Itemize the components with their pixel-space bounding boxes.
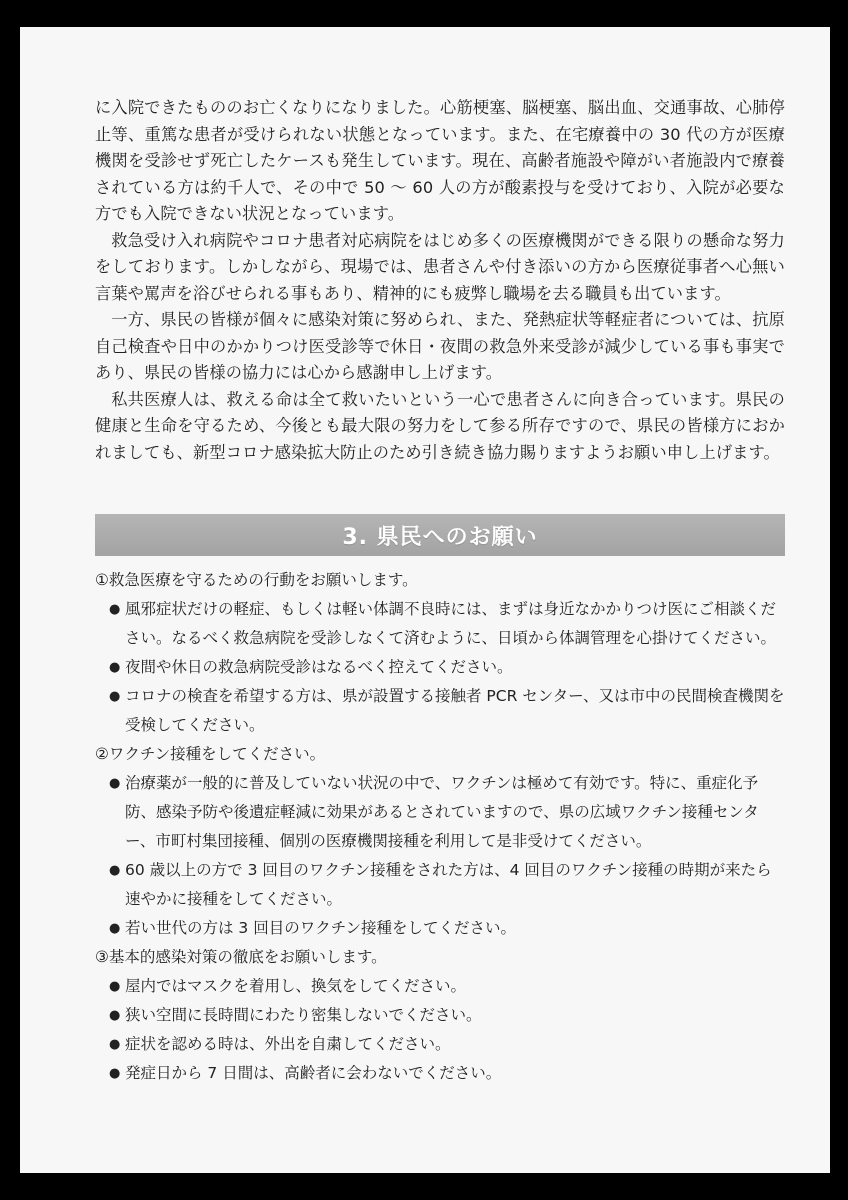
bullet-icon: ● — [109, 602, 121, 617]
paragraph: 私共医療人は、救える命は全て救いたいという一心で患者さんに向き合っています。県民の健康と生命を守るため、今後とも最大限の努力をして参る所存ですので、県民の皆様方におかれましても、新型コロナ感染拡大防止のため引き続き協力賜りますようお願い申し上げます。 — [95, 389, 785, 462]
list-item — [95, 1059, 785, 1088]
list-item-text: 治療薬が一般的に普及していない状況の中で、ワクチンは極めて有効です。特に、重症化予防、感染予防や後遺症軽減に効果があるとされていますので、県の広域ワクチン接種センター、市町村集団接種、個別の医療機関接種を利用して是非受けてください。 — [125, 774, 759, 850]
list-item — [95, 682, 785, 740]
list-item — [95, 856, 785, 914]
bullet-icon: ● — [109, 979, 121, 994]
list-item-text: コロナの検査を希望する方は、県が設置する接触者 PCR センター、又は市中の民間検査機関を受検してください。 — [125, 687, 785, 734]
list-item-text: 風邪症状だけの軽症、もしくは軽い体調不良時には、まずは身近なかかりつけ医にご相談ください。なるべく救急病院を受診しなくて済むように、日頃から体調管理を心掛けてください。 — [125, 600, 777, 647]
request-heading: ①救急医療を守るための行動をお願いします。 — [95, 571, 418, 589]
list-item — [95, 1030, 785, 1059]
paragraph: 救急受け入れ病院やコロナ患者対応病院をはじめ多くの医療機関ができる限りの懸命な努力をしております。しかしながら、現場では、患者さんや付き添いの方から医療従事者へ心無い言葉や罵声を浴びせられる事もあり、精神的にも疲弊し職場を去る職員も出ています。 — [95, 230, 785, 303]
list-item-text: 狭い空間に長時間にわたり密集しないでください。 — [125, 1006, 482, 1024]
request-heading: ③基本的感染対策の徹底をお願いします。 — [95, 948, 387, 966]
list-item-text: 若い世代の方は 3 回目のワクチン接種をしてください。 — [125, 919, 516, 937]
document-content — [95, 95, 785, 1088]
list-item-text: 発症日から 7 日間は、高齢者に会わないでください。 — [125, 1064, 502, 1082]
list-item-text: 60 歳以上の方で 3 回目のワクチン接種をされた方は、4 回目のワクチン接種の時期が来たら速やかに接種をしてください。 — [125, 861, 772, 908]
list-item-text: 屋内ではマスクを着用し、換気をしてください。 — [125, 977, 467, 995]
list-item — [95, 653, 785, 682]
bullet-icon: ● — [109, 863, 121, 878]
bullet-icon: ● — [109, 1037, 121, 1052]
list-item — [95, 769, 785, 856]
list-item-text: 夜間や休日の救急病院受診はなるべく控えてください。 — [125, 658, 513, 676]
bullet-icon: ● — [109, 689, 121, 704]
paragraph: に入院できたもののお亡くなりになりました。心筋梗塞、脳梗塞、脳出血、交通事故、心肺停止等、重篤な患者が受けられない状態となっています。また、在宅療養中の 30 代の方が医療機関を受診せず死亡したケースも発生しています。現在、高齢者施設や障がい者施設内で療養されている方は約千人で、その中で 50 ～ 60 人の方が酸素投与を受けており、入院が必要な方でも入院できない状況となっています。 — [95, 98, 785, 223]
bullet-icon: ● — [109, 921, 121, 936]
bullet-icon: ● — [109, 660, 121, 675]
list-item-text: 症状を認める時は、外出を自粛してください。 — [125, 1035, 451, 1053]
section-heading: 3. 県民へのお願い — [95, 514, 785, 556]
bullet-icon: ● — [109, 776, 121, 791]
list-item — [95, 595, 785, 653]
bullet-icon: ● — [109, 1066, 121, 1081]
list-item — [95, 914, 785, 943]
request-list — [95, 566, 785, 1088]
paragraph: 一方、県民の皆様が個々に感染対策に努められ、また、発熱症状等軽症者については、抗原自己検査や日中のかかりつけ医受診等で休日・夜間の救急外来受診が減少している事も事実であり、県民の皆様の協力には心から感謝申し上げます。 — [95, 310, 785, 382]
list-item — [95, 1001, 785, 1030]
request-heading: ②ワクチン接種をしてください。 — [95, 745, 326, 763]
document-page — [20, 27, 830, 1173]
bullet-icon: ● — [109, 1008, 121, 1023]
list-item — [95, 972, 785, 1001]
